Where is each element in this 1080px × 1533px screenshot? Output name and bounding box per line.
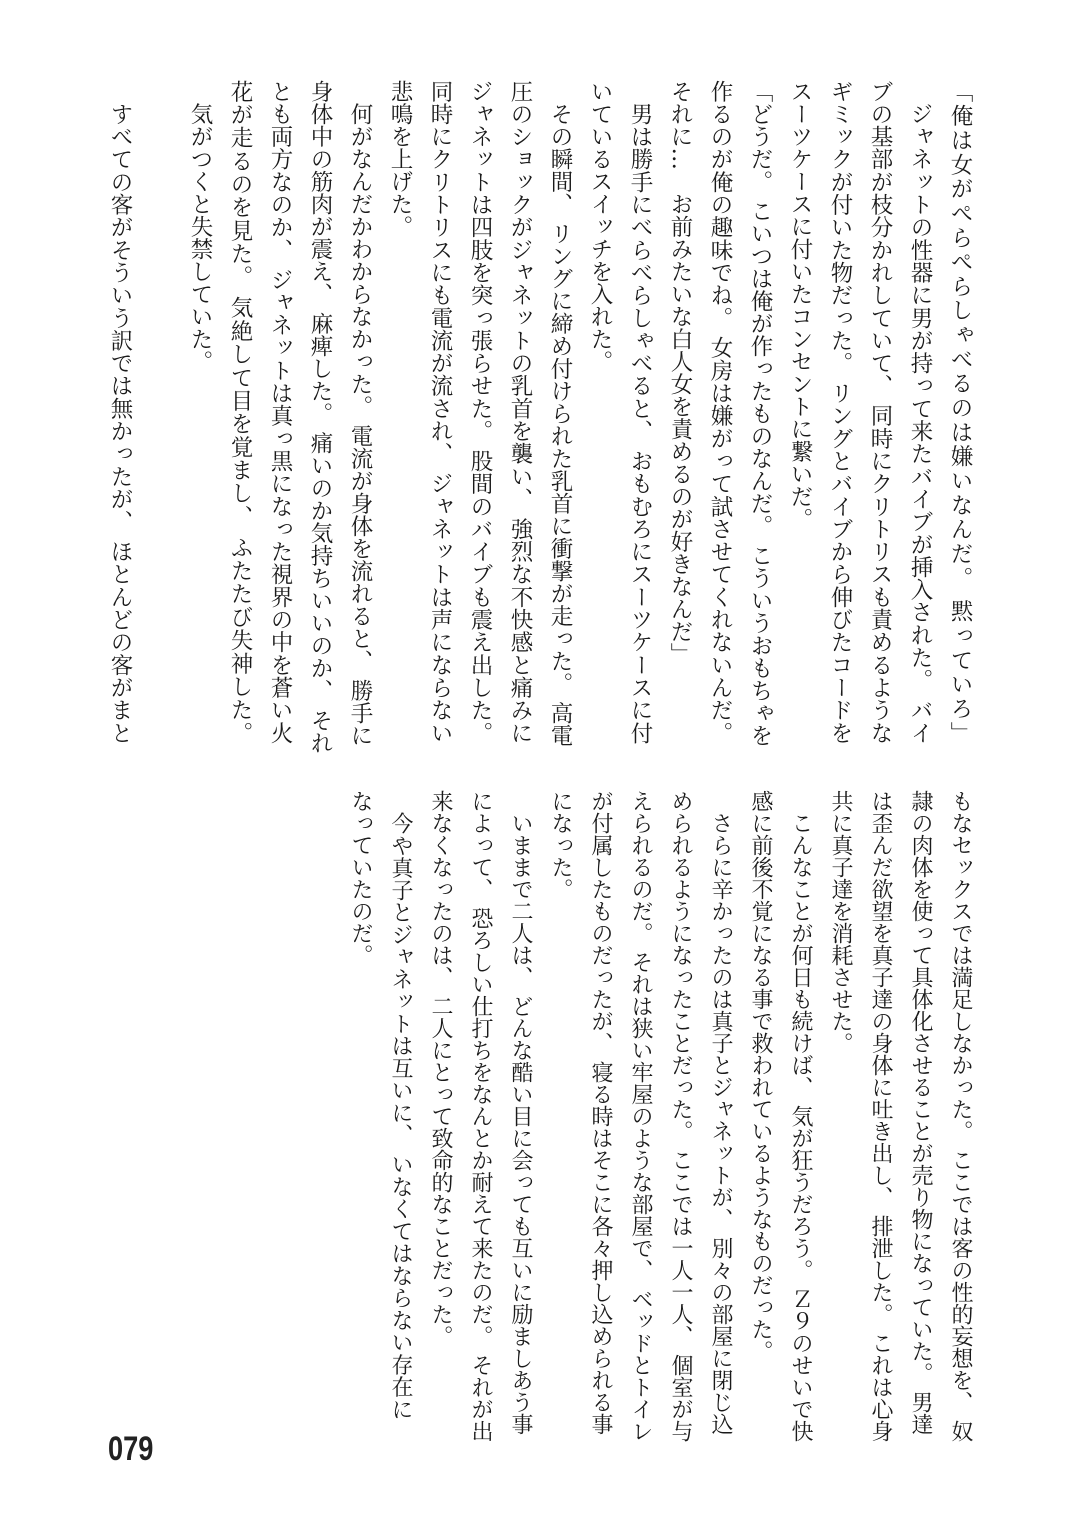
text-column: 「俺は女がぺらぺらしゃべるのは嫌いなんだ。 黙っていろ」	[947, 80, 973, 744]
text-column: 気がつくと失禁していた。	[187, 80, 213, 373]
text-column: もなセックスでは満足しなかった。 ここでは客の性的妄想を、 奴	[948, 790, 973, 1442]
text-column: ジャネットは四肢を突っ張らせた。 股間のバイブも震え出した。	[467, 80, 493, 744]
text-column: 共に真子達を消耗させた。	[828, 790, 853, 1054]
text-column: 同時にクリトリスにも電流が流され、 ジャネットは声にならない	[427, 80, 453, 744]
text-column: 何がなんだかわからなかった。 電流が身体を流れると、 勝手に	[347, 80, 373, 747]
text-column: えられるのだ。 それは狭い牢屋のような部屋で、 ベッドとトイレ	[628, 790, 653, 1442]
text-column: になった。	[548, 790, 573, 900]
text-column: すべての客がそういう訳では無かったが、 ほとんどの客がまと	[107, 80, 133, 744]
text-column: 感に前後不覚になる事で救われているようなものだった。	[748, 790, 773, 1362]
text-column: は歪んだ欲望を真子達の身体に吐き出し、 排泄した。 これは心身	[868, 790, 893, 1442]
text-column: その瞬間、 リングに締め付けられた乳首に衝撃が走った。 高電	[547, 80, 573, 747]
text-column: 「どうだ。 こいつは俺が作ったものなんだ。 こういうおもちゃを	[747, 80, 773, 747]
text-column: それに… お前みたいな白人女を責めるのが好きなんだ」	[667, 80, 693, 665]
text-column: 悲鳴を上げた。	[387, 80, 413, 238]
lower-text-block	[340, 790, 980, 1442]
text-column: 今や真子とジャネットは互いに、 いなくてはならない存在に	[388, 790, 413, 1420]
text-column: さらに辛かったのは真子とジャネットが、 別々の部屋に閉じ込	[708, 790, 733, 1435]
text-column: 男は勝手にべらべらしゃべると、 おもむろにスーツケースに付	[627, 80, 653, 744]
text-column: 来なくなったのは、 二人にとって致命的なことだった。	[428, 790, 453, 1347]
text-column: が付属したものだったが、 寝る時はそこに各々押し込められる事	[588, 790, 613, 1435]
text-column: 身体中の筋肉が震え、 麻痺した。 痛いのか気持ちいいのか、 それ	[307, 80, 333, 754]
text-column: スーツケースに付いたコンセントに繋いだ。	[787, 80, 813, 530]
text-column: 作るのが俺の趣味でね。 女房は嫌がって試させてくれないんだ。	[707, 80, 733, 744]
text-column: 圧のショックがジャネットの乳首を襲い、 強烈な不快感と痛みに	[507, 80, 533, 744]
text-column: ブの基部が枝分かれしていて、 同時にクリトリスも責めるような	[867, 80, 893, 744]
text-column: とも両方なのか、 ジャネットは真っ黒になった視界の中を蒼い火	[267, 80, 293, 744]
text-column	[140, 80, 180, 744]
upper-text-block	[100, 80, 980, 754]
page-number: 079	[108, 1430, 154, 1468]
text-column: められるようになったことだった。 ここでは一人一人、 個室が与	[668, 790, 693, 1442]
text-column: いままで二人は、 どんな酷い目に会っても互いに励ましあう事	[508, 790, 533, 1435]
text-column: ギミックが付いた物だった。 リングとバイブから伸びたコードを	[827, 80, 853, 744]
text-column: こんなことが何日も続けば、 気が狂うだろう。 Ｚ９のせいで快	[788, 790, 813, 1442]
text-column: なっていたのだ。	[348, 790, 373, 966]
text-column: 隷の肉体を使って具体化させることが売り物になっていた。 男達	[908, 790, 933, 1435]
text-column: ジャネットの性器に男が持って来たバイブが挿入された。 バイ	[907, 80, 933, 744]
text-column: 花が走るのを見た。 気絶して目を覚まし、 ふたたび失神した。	[227, 80, 253, 744]
text-column: によって、 恐ろしい仕打ちをなんとか耐えて来たのだ。 それが出	[468, 790, 493, 1442]
text-column: いているスイッチを入れた。	[587, 80, 613, 373]
